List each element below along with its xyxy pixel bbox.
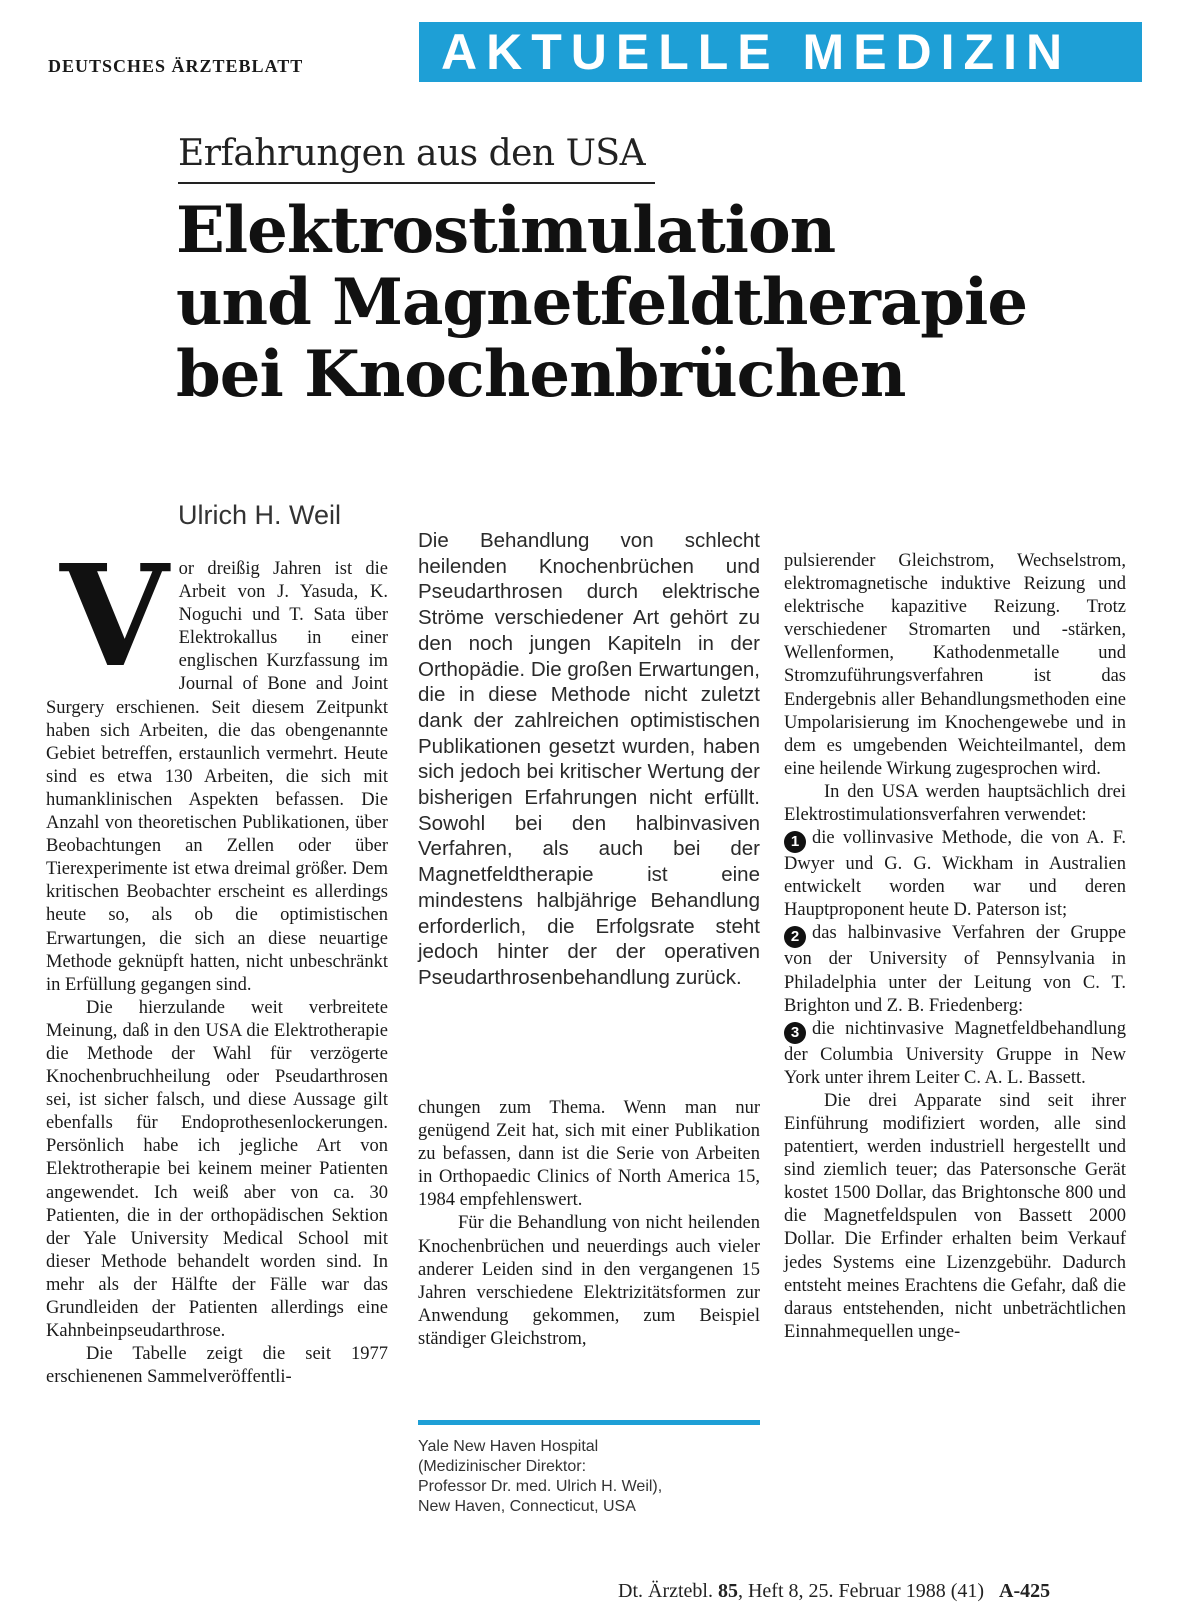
list-item	[784, 827, 1126, 922]
body-column-3	[784, 550, 1126, 1344]
title-line: bei Knochenbrüchen	[176, 337, 906, 412]
list-item-text: die vollinvasive Methode, die von A. F. Dwyer und G. G. Wickham in Australien entwickelt worden war und deren Hauptproponent heute D. Paterson ist;	[784, 828, 1126, 921]
page-footer	[618, 1580, 1050, 1603]
title-line: und Magnetfeldtherapie	[176, 265, 1028, 340]
paragraph: chungen zum Thema. Wenn man nur genügend Zeit hat, sich mit einer Publikation zu befassen, dann ist die Serie von Arbeiten in Orthopaedic Clinics of North America 15, 1984 empfehlenswert.	[418, 1098, 760, 1211]
number-badge-icon: 3	[784, 1022, 806, 1044]
affiliation-line: Yale New Haven Hospital	[418, 1438, 599, 1455]
lead-abstract	[418, 528, 760, 991]
body-column-1	[46, 535, 388, 1389]
paragraph-text: or dreißig Jahren ist die Arbeit von J. Yasuda, K. Noguchi und T. Sata über Elektrokallus in einer englischen Kurzfassung im Journal of Bone and Joint Surgery erschienen. Seit diesem Zeitpunkt haben sich Arbeiten, die das obengenannte Gebiet betreffen, erstaunlich vermehrt. Heute sind es etwa 130 Arbeiten, die sich mit humanklinischen Aspekten befassen. Die Anzahl von theoretischen Publikationen, über Beobachtungen an Zellen oder über Tierexperimente ist etwa dreimal größer. Dem kritischen Beobachter erscheint es allerdings heute so, als ob die optimistischen Erwartungen, die sich an diese neuartige Methode geknüpft hatten, nicht unbeschränkt in Erfüllung gegangen sind.	[46, 559, 388, 995]
paragraph: Die Tabelle zeigt die seit 1977 erschienenen Sammelveröffentli-	[46, 1344, 388, 1388]
kicker-underline	[178, 182, 655, 184]
list-item	[784, 1018, 1126, 1090]
paragraph: Die drei Apparate sind seit ihrer Einführung modifiziert worden, alle sind patentiert, werden industriell hergestellt und sind ziemlich teuer; das Patersonsche Gerät kostet 1500 Dollar, das Brightonsche 800 und die Magnetfeldspulen von Bassett 2000 Dollar. Die Erfinder erhalten beim Verkauf jedes Systems eine Lizenzgebühr. Dadurch entsteht meines Erachtens die Gefahr, daß die daraus entstehenden, nicht unbeträchtlichen Einnahmequellen unge-	[784, 1090, 1126, 1342]
list-item	[784, 922, 1126, 1017]
list-item-text: das halbinvasive Verfahren der Gruppe von der University of Pennsylvania in Philadelphia unter der Leitung von C. T. Brighton und Z. B. Friedenberg:	[784, 923, 1126, 1016]
article-kicker: Erfahrungen aus den USA	[178, 133, 646, 174]
footer-volume: 85	[717, 1580, 738, 1602]
number-badge-icon: 2	[784, 926, 806, 948]
paragraph: In den USA werden hauptsächlich drei Elektrostimulationsverfahren verwendet:	[784, 781, 1126, 826]
affiliation-rule	[418, 1420, 760, 1425]
article-title	[176, 195, 1027, 411]
drop-cap: V	[60, 535, 169, 699]
abstract-text: Die Behandlung von schlecht heilenden Knochenbrüchen und Pseudarthrosen durch elektrische Ströme verschiedener Art gehört zu den noch jungen Kapiteln in der Orthopädie. Die großen Erwartungen, die in diese Methode nicht zuletzt dank der zahlreichen optimistischen Publikationen gesetzt wurden, haben sich jedoch bei kritischer Wertung der bisherigen Erfahrungen nicht erfüllt. Sowohl bei den halbinvasiven Verfahren, als auch bei der Magnetfeldtherapie ist eine mindestens halbjährige Behandlung erforderlich, die Erfolgsrate steht jedoch hinter der der operativen Pseudarthrosenbehandlung zurück.	[418, 529, 760, 989]
page-number: A-425	[999, 1580, 1051, 1602]
paragraph: Die hierzulande weit verbreitete Meinung, daß in den USA die Elektrotherapie die Methode der Wahl für verzögerte Knochenbruchheilung oder Pseudarthrosen sei, ist sicher falsch, und diese Aussage gilt ebenfalls für Endoprothesenlockerungen. Persönlich habe ich jegliche Art von Elektrotherapie bei keinem meiner Patienten angewendet. Ich weiß aber von ca. 30 Patienten, die in der orthopädischen Sektion der Yale University Medical School mit dieser Methode behandelt worden sind. In mehr als der Hälfte der Fälle war das Grundleiden der Patienten allerdings eine Kahnbeinpseudarthrose.	[46, 997, 388, 1342]
author-affiliation	[418, 1437, 760, 1517]
author-name: Ulrich H. Weil	[178, 500, 342, 530]
affiliation-line: New Haven, Connecticut, USA	[418, 1498, 636, 1515]
affiliation-line: Professor Dr. med. Ulrich H. Weil),	[418, 1478, 663, 1495]
number-badge-icon: 1	[784, 831, 806, 853]
journal-name: DEUTSCHES ÄRZTEBLATT	[48, 56, 304, 76]
paragraph: Für die Behandlung von nicht heilenden Knochenbrüchen und neuerdings auch vieler anderer Leiden sind in den vergangenen 15 Jahren verschiedene Elektrizitätsformen zur Anwendung gekommen, zum Beispiel ständiger Gleichstrom,	[418, 1213, 760, 1349]
footer-issue: , Heft 8, 25. Februar 1988 (41)	[737, 1580, 985, 1602]
body-column-2	[418, 1097, 760, 1351]
list-item-text: die nichtinvasive Magnetfeldbehandlung der Columbia University Gruppe in New York unter ihrem Leiter C. A. L. Bassett.	[784, 1018, 1126, 1088]
affiliation-line: (Medizinischer Direktor:	[418, 1458, 587, 1475]
footer-journal: Dt. Ärztebl.	[618, 1580, 713, 1602]
paragraph	[46, 535, 388, 997]
paragraph: pulsierender Gleichstrom, Wechselstrom, elektromagnetische induktive Reizung und elektrische kapazitive Reizung. Trotz verschiedener Stromarten und -stärken, Wellenformen, Kathodenmetalle und Stromzuführungsverfahren ist das Endergebnis aller Behandlungsmethoden eine Umpolarisierung im Knochengewebe und in dem es umgebenden Weichteilmantel, dem eine heilende Wirkung zugesprochen wird.	[784, 551, 1126, 779]
section-banner: AKTUELLE MEDIZIN	[419, 22, 1142, 82]
title-line: Elektrostimulation	[176, 193, 836, 268]
